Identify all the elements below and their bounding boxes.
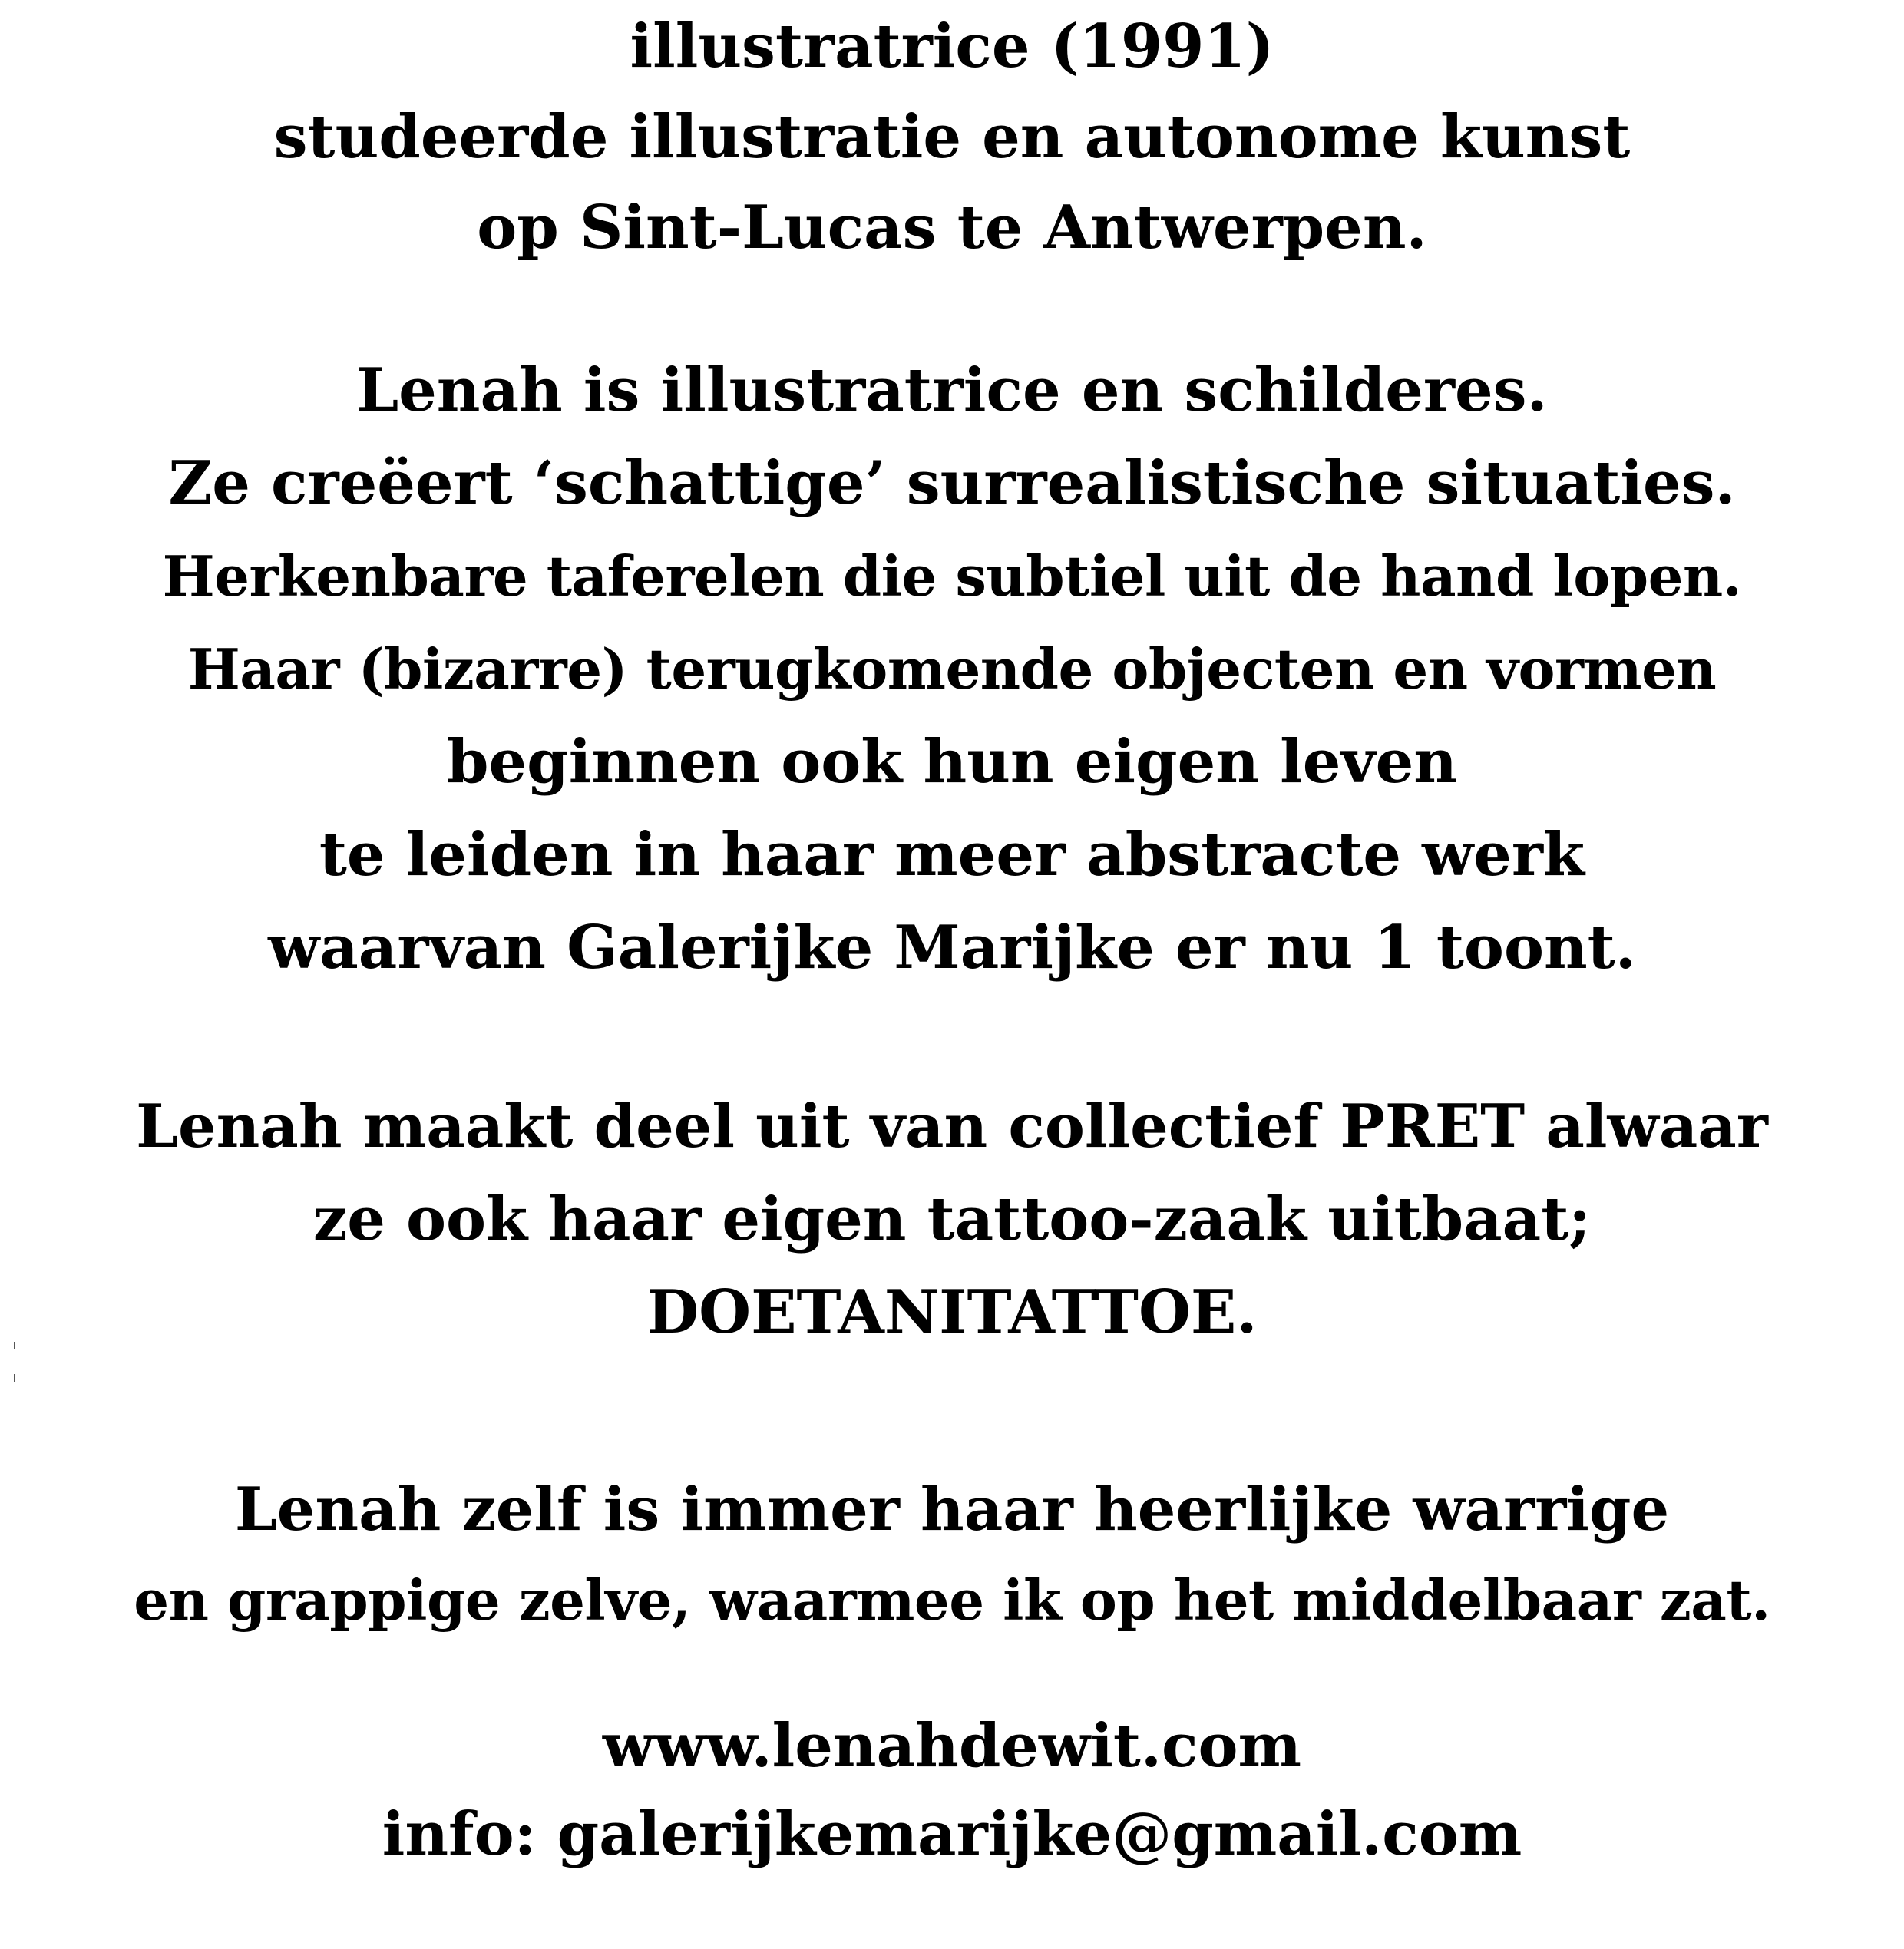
intro-line-2: studeerde illustratie en autonome kunst [273,102,1631,172]
email-line[interactable]: info: galerijkemarijke@gmail.com [382,1799,1522,1869]
description-line-4: Haar (bizarre) terugkomende objecten en vormen [187,636,1717,702]
personal-line-2: en grappige zelve, waarmee ik op het middelbaar zat. [134,1567,1770,1633]
scan-mark [14,1342,15,1349]
personal-line-1: Lenah zelf is immer haar heerlijke warrige [234,1475,1670,1544]
description-line-6: te leiden in haar meer abstracte werk [319,820,1585,890]
scan-mark [14,1374,15,1382]
description-line-3: Herkenbare taferelen die subtiel uit de hand lopen. [162,543,1742,609]
intro-line-3: op Sint-Lucas te Antwerpen. [477,193,1427,263]
website-link[interactable]: www.lenahdewit.com [602,1711,1302,1781]
collective-line-2: ze ook haar eigen tattoo-zaak uitbaat; [312,1184,1592,1254]
description-line-2: Ze creëert ‘schattige’ surrealistische situaties. [168,448,1736,518]
description-line-7: waarvan Galerijke Marijke er nu 1 toont. [268,913,1636,983]
description-line-1: Lenah is illustratrice en schilderes. [356,355,1548,425]
collective-line-1: Lenah maakt deel uit van collectief PRET alwaar [136,1092,1768,1161]
collective-line-3: DOETANITATTOE. [646,1277,1258,1347]
description-line-5: beginnen ook hun eigen leven [447,727,1457,797]
intro-line-1: illustratrice (1991) [630,12,1274,81]
